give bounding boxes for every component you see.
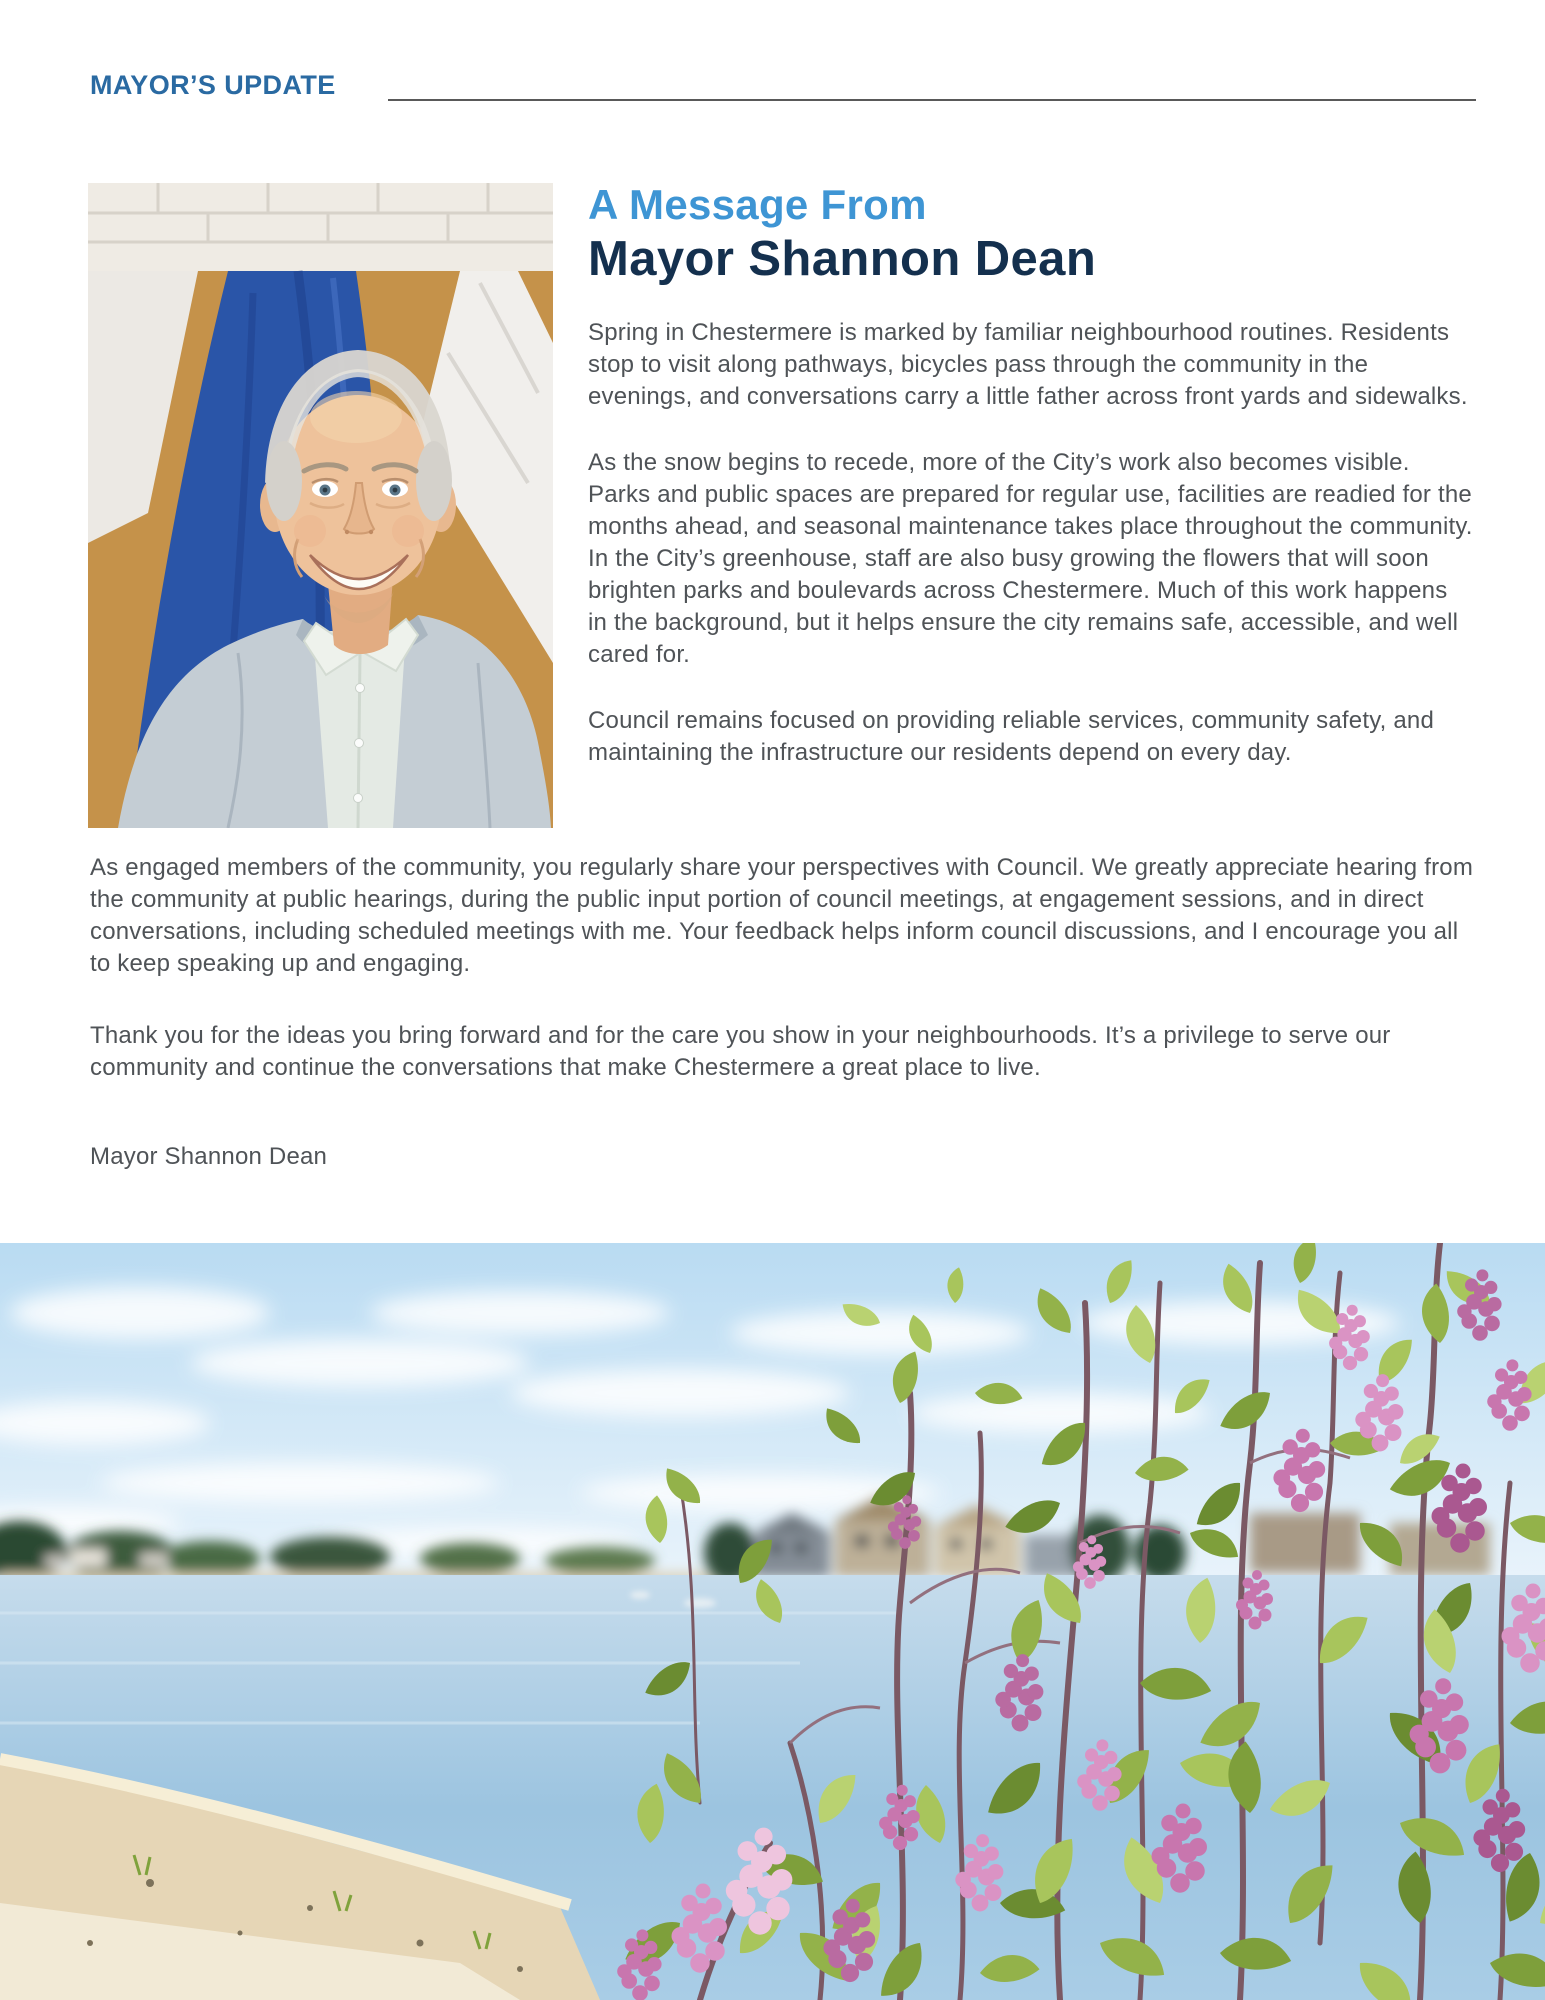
kicker-rule bbox=[388, 99, 1476, 101]
message-paragraph: Thank you for the ideas you bring forward and for the care you show in your neighbourhoods. It’s a privilege to serve our community and continue the conversations that make Chestermere a great place to live. bbox=[90, 1022, 1391, 1081]
message-full-width-section bbox=[90, 852, 1475, 1084]
mayor-portrait-illustration bbox=[88, 183, 553, 828]
message-paragraph: Spring in Chestermere is marked by familiar neighbourhood routines. Residents stop to visit along pathways, bicycles pass through the community in the evenings, and conversations carry a little father across front yards and sidewalks. bbox=[588, 318, 1468, 410]
message-section bbox=[588, 183, 1473, 769]
message-paragraph: Council remains focused on providing reliable services, community safety, and maintaining the infrastructure our residents depend on every day. bbox=[588, 706, 1435, 766]
message-paragraph: As engaged members of the community, you regularly share your perspectives with Council. We greatly appreciate hearing from the community at public hearings, during the public input portion of council meetings, at engagement sessions, and in direct conversations, including scheduled meetings with me. Your feedback helps inform council discussions, and I encourage you all to keep speaking up and engaging. bbox=[90, 854, 1474, 977]
lake-lilac-illustration bbox=[0, 1243, 1545, 2000]
mayor-portrait-photo bbox=[88, 183, 553, 828]
message-title: Mayor Shannon Dean bbox=[588, 232, 1097, 287]
signature: Mayor Shannon Dean bbox=[90, 1143, 328, 1170]
section-kicker: MAYOR’S UPDATE bbox=[90, 70, 336, 100]
message-title-eyebrow: A Message From bbox=[588, 181, 927, 228]
message-paragraph: As the snow begins to recede, more of the City’s work also becomes visible. Parks and public spaces are prepared for regular use, facilities are readied for the months ahead, and seasonal maintenance takes place throughout the community. In the City’s greenhouse, staff are also busy growing the flowers that will soon brighten parks and boulevards across Chestermere. Much of this work happens in the background, but it helps ensure the city remains safe, accessible, and well cared for. bbox=[588, 448, 1473, 668]
lake-lilac-photo bbox=[0, 1243, 1545, 2000]
